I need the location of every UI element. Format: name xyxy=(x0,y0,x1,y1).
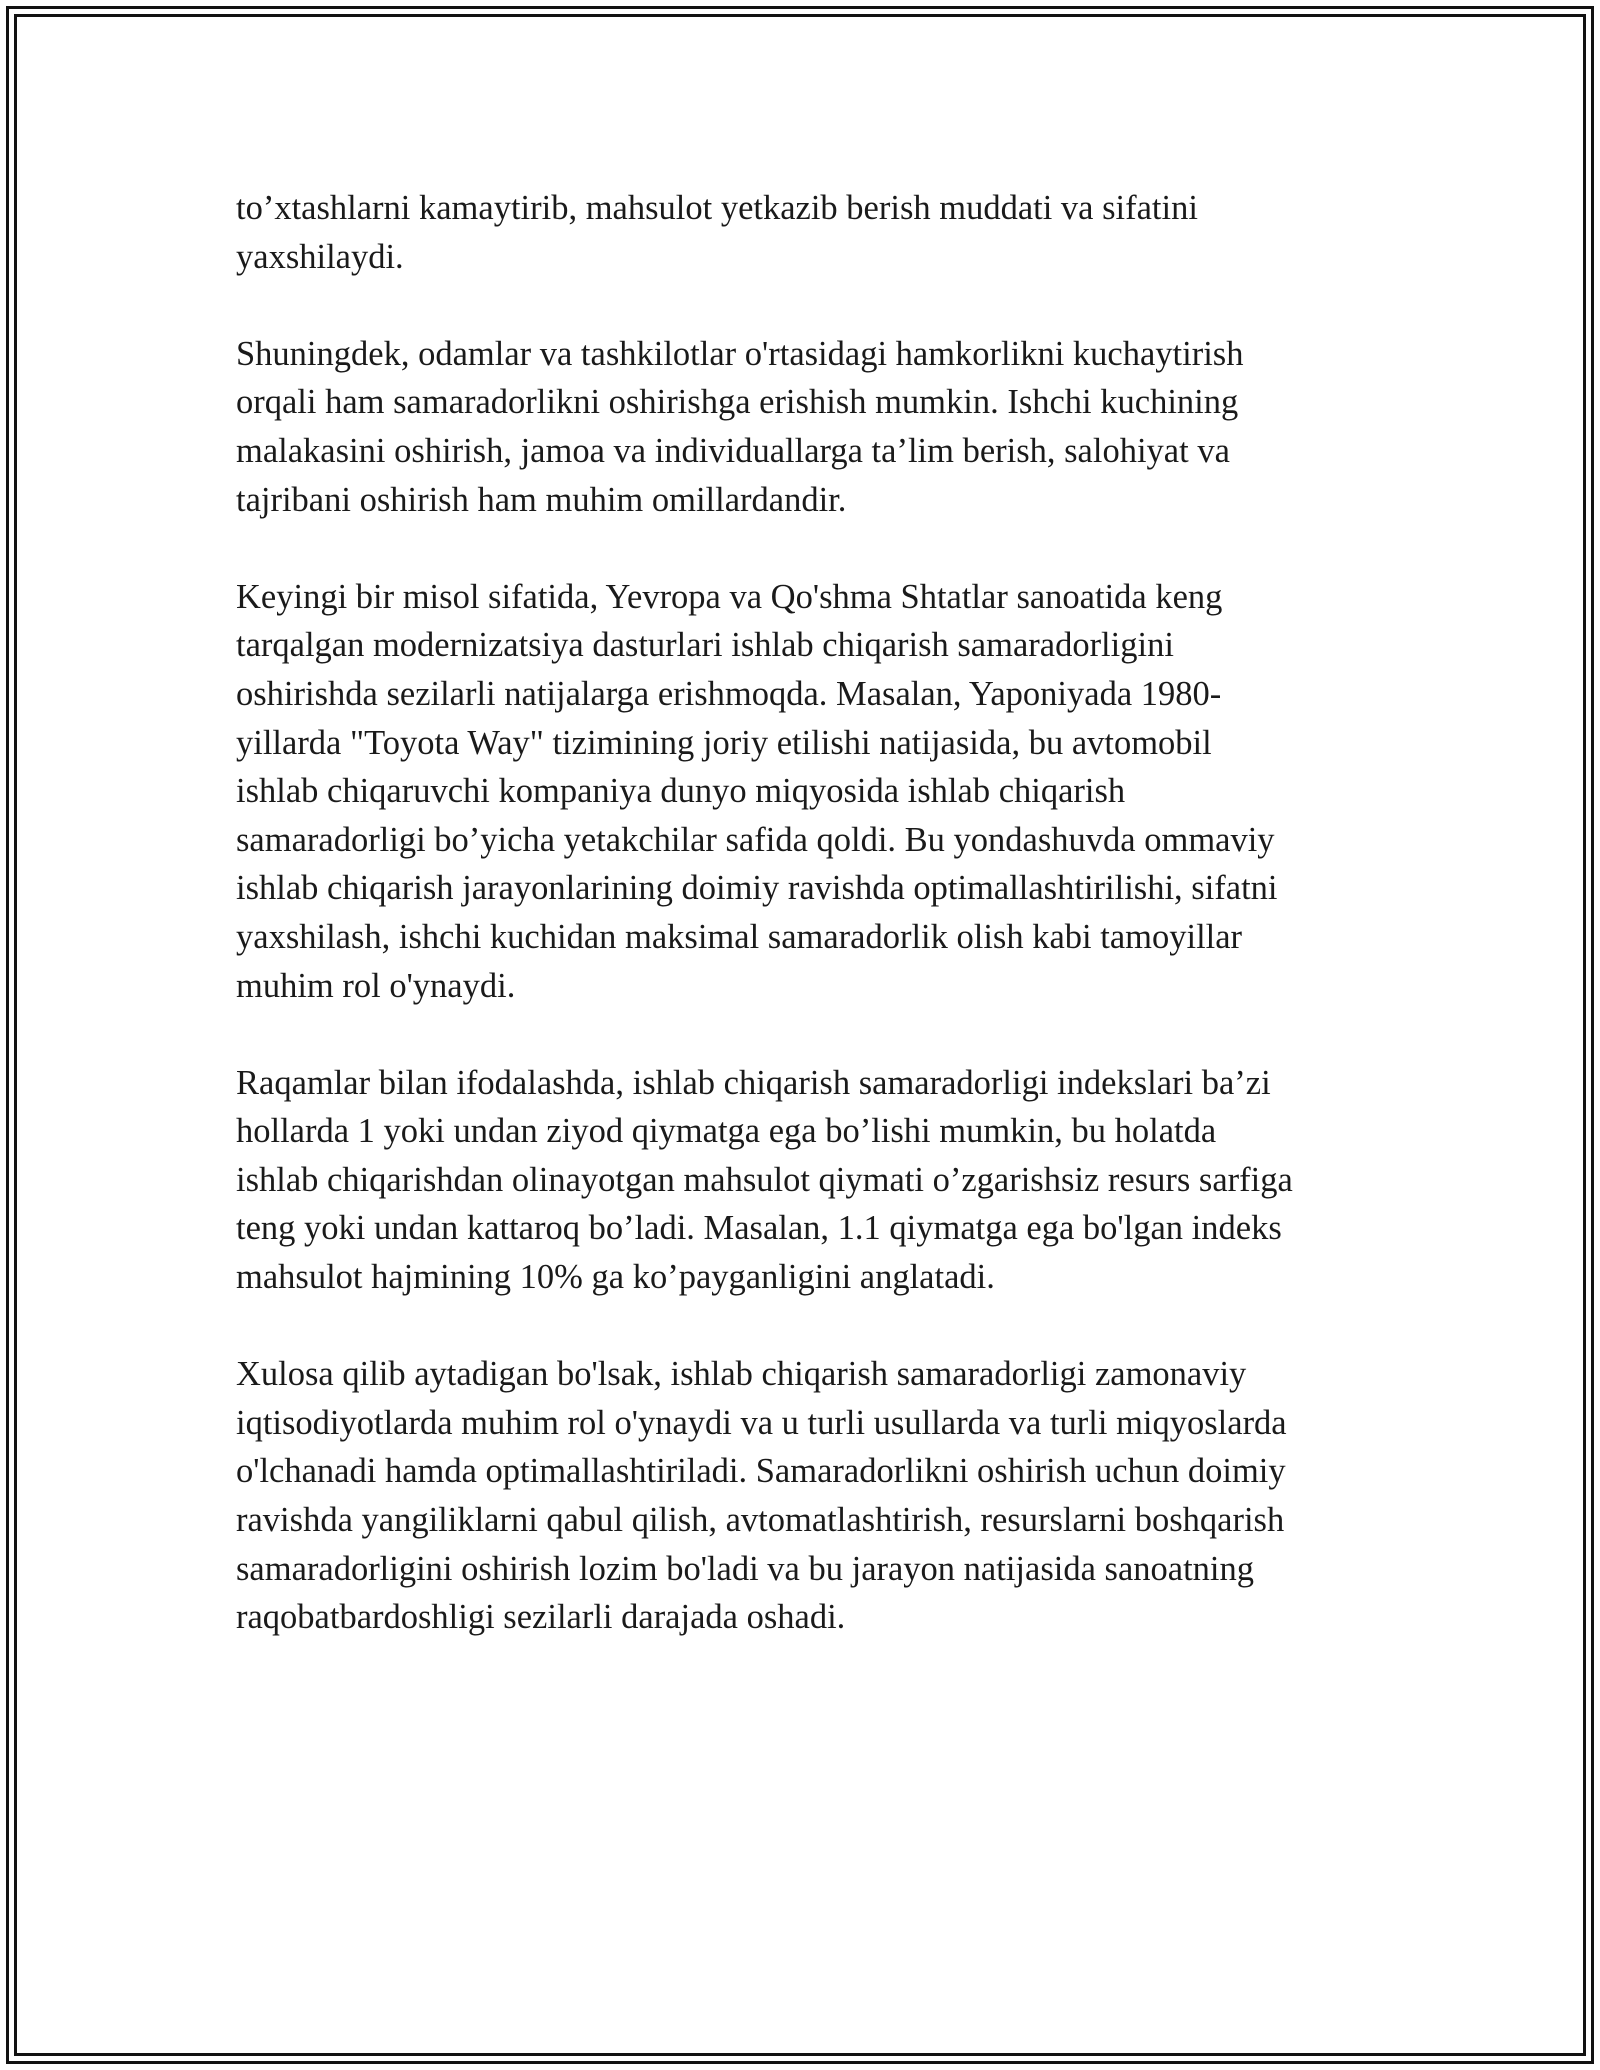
paragraph: to’xtashlarni kamaytirib, mahsulot yetkazib berish muddati va sifatini yaxshilaydi. xyxy=(236,189,1198,276)
paragraph: Keyingi bir misol sifatida, Yevropa va Qo'shma Shtatlar sanoatida keng tarqalgan modernizatsiya dasturlari ishlab chiqarish samaradorligini oshirishda sezilarli natijalarga erishmoqda. Masalan, Yaponiyada 1980- yillarda "Toyota Way" tizimining joriy etilishi natijasida, bu avtomobil ishlab chiqaruvchi kompaniya dunyo miqyosida ishlab chiqarish samaradorligi bo’yicha yetakchilar safida qoldi. Bu yondashuvda ommaviy ishlab chiqarish jarayonlarining doimiy ravishda optimallashtirilishi, sifatni yaxshilash, ishchi kuchidan maksimal samaradorlik olish kabi tamoyillar muhim rol o'ynaydi. xyxy=(236,577,1278,1005)
paragraph: Shuningdek, odamlar va tashkilotlar o'rtasidagi hamkorlikni kuchaytirish orqali ham samaradorlikni oshirishga erishish mumkin. Ishchi kuchining malakasini oshirish, jamoa va individuallarga ta’lim berish, salohiyat va tajribani oshirish ham muhim omillardandir. xyxy=(236,334,1244,519)
paragraph: Raqamlar bilan ifodalashda, ishlab chiqarish samaradorligi indekslari ba’zi hollarda 1 yoki undan ziyod qiymatga ega bo’lishi mumkin, bu holatda ishlab chiqarishdan olinayotgan mahsulot qiymati o’zgarishsiz resurs sarfiga teng yoki undan kattaroq bo’ladi. Masalan, 1.1 qiymatga ega bo'lgan indeks mahsulot hajmining 10% ga ko’payganligini anglatadi. xyxy=(236,1063,1293,1297)
document-body xyxy=(236,184,1381,1690)
paragraph: Xulosa qilib aytadigan bo'lsak, ishlab chiqarish samaradorligi zamonaviy iqtisodiyotlarda muhim rol o'ynaydi va u turli usullarda va turli miqyoslarda o'lchanadi hamda optimallashtiriladi. Samaradorlikni oshirish uchun doimiy ravishda yangiliklarni qabul qilish, avtomatlashtirish, resurslarni boshqarish samaradorligini oshirish lozim bo'ladi va bu jarayon natijasida sanoatning raqobatbardoshligi sezilarli darajada oshadi. xyxy=(236,1355,1287,1637)
